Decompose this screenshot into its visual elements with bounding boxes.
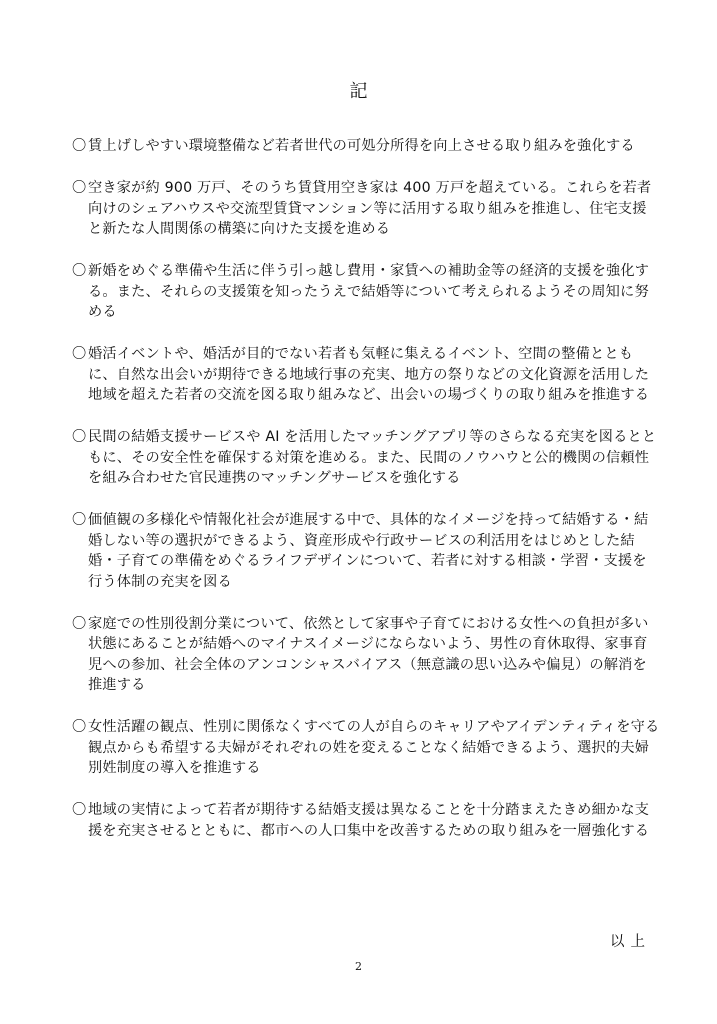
item-text: 家庭での性別役割分業について、依然として家事や子育てにおける女性への負担が多い状態にあることが結婚へのマイナスイメージにならないよう、男性の育休取得、家事育児への参加、社会全体のアンコンシャスバイアス（無意識の思い込みや偏見）の解消を推進する (88, 615, 649, 693)
list-item (72, 614, 660, 696)
item-text: 民間の結婚支援サービスや AI を活用したマッチングアプリ等のさらなる充実を図るとともに、その安全性を確保する対策を進める。また、民間のノウハウと公的機関の信頼性を組み合わせた官民連携のマッチングサービスを強化する (88, 429, 657, 486)
closing-mark: 以上 (610, 934, 651, 950)
circle-marker-icon: 〇 (72, 719, 87, 735)
item-text: 婚活イベントや、婚活が目的でない若者も気軽に集えるイベント、空間の整備とともに、自然な出会いが期待できる地域行事の充実、地方の祭りなどの文化資源を活用した地域を超えた若者の交流を図る取り組みなど、出会いの場づくりの取り組みを推進する (88, 346, 650, 403)
list-item (72, 717, 660, 779)
item-text: 価値観の多様化や情報化社会が進展する中で、具体的なイメージを持って結婚する・結婚しない等の選択ができるよう、資産形成や行政サービスの利活用をはじめとした結婚・子育ての準備をめぐるライフデザインについて、若者に対する相談・学習・支援を行う体制の充実を図る (88, 512, 649, 590)
page-number: 2 (355, 960, 362, 973)
item-text: 地域の実情によって若者が期待する結婚支援は異なることを十分踏まえたきめ細かな支援を充実させるとともに、都市への人口集中を改善するための取り組みを一層強化する (88, 802, 650, 839)
item-text: 賃上げしやすい環境整備など若者世代の可処分所得を向上させる取り組みを強化する (88, 138, 635, 154)
page-heading: 記 (349, 81, 368, 102)
circle-marker-icon: 〇 (72, 802, 87, 818)
list-item (72, 427, 660, 489)
circle-marker-icon: 〇 (72, 138, 87, 154)
circle-marker-icon: 〇 (72, 180, 87, 196)
item-text: 新婚をめぐる準備や生活に伴う引っ越し費用・家賃への補助金等の経済的支援を強化する。また、それらの支援策を知ったうえで結婚等について考えられるようその周知に努める (88, 263, 650, 320)
list-item (72, 178, 660, 240)
circle-marker-icon: 〇 (72, 512, 87, 528)
item-list (72, 136, 660, 863)
list-item (72, 344, 660, 406)
list-item (72, 800, 660, 841)
list-item (72, 136, 660, 157)
circle-marker-icon: 〇 (72, 615, 87, 632)
circle-marker-icon: 〇 (72, 346, 87, 362)
list-item (72, 261, 660, 323)
circle-marker-icon: 〇 (72, 429, 87, 445)
item-text: 女性活躍の観点、性別に関係なくすべての人が自らのキャリアやアイデンティティを守る観点からも希望する夫婦がそれぞれの姓を変えることなく結婚できるよう、選択的夫婦別姓制度の導入を推進する (88, 719, 660, 776)
list-item (72, 510, 660, 592)
circle-marker-icon: 〇 (72, 263, 87, 279)
item-text: 空き家が約 900 万戸、そのうち賃貸用空き家は 400 万戸を超えている。これらを若者向けのシェアハウスや交流型賃貸マンション等に活用する取り組みを推進し、住宅支援と新たな人間関係の構築に向けた支援を進める (88, 180, 652, 237)
